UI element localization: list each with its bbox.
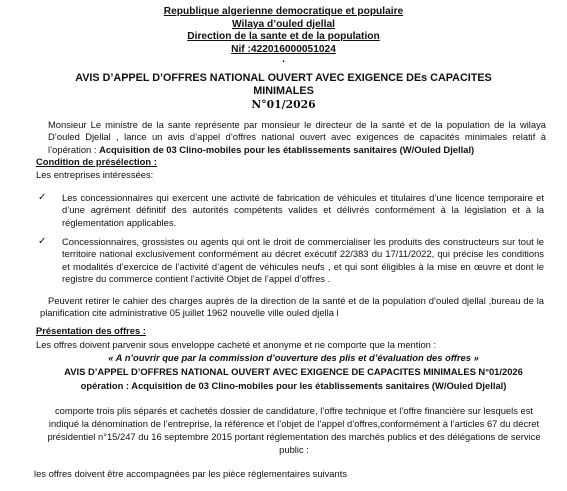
presentation-text: Les offres doivent parvenir sous enveloppe cacheté et anonyme et ne comporte que la mention : [36, 339, 437, 350]
notice-number: N°01/2026 [251, 98, 316, 111]
document-header [0, 6, 567, 66]
footer-line: les offres doivent être accompagnées par les pièce réglementaires suivants [34, 468, 348, 479]
preselection-item-2: Concessionnaires, grossistes ou agents qui ont le droit de commercialiser les produits des constructeurs sur tout le territoire national exclusivement conformément au décret exécutif 22/383 du 17/11/2022, qui précise les conditions et modalités d’exercice de l’activité d’agent de véhicules neufs , et qui sont éligibles à la mise en œuvre et dont le registre du commerce contient l’activité Objet de l’appel d’offres . [62, 236, 544, 285]
intro-operation: Acquisition de 03 Clino-mobiles pour les établissements sanitaires (W/Ouled Djellal) [99, 143, 475, 155]
republic-line: Republique algerienne democratique et populaire [163, 6, 404, 17]
presentation-avis: AVIS D’APPEL D’OFFRES NATIONAL OUVERT AVEC EXIGENCE DE CAPACITES MINIMALES N°01/2026 [64, 366, 523, 377]
nif-line: Nif :422016000051024 [231, 43, 336, 55]
title-line-1: AVIS D’APPEL D’OFFRES NATIONAL OUVERT AVEC EXIGENCE DEs CAPACITES [75, 72, 492, 84]
checkmark-icon: ✓ [38, 236, 47, 247]
mention-quote: « A n’ouvrir que par la commission d’ouverture des plis et d’évaluation des offres » [108, 352, 479, 363]
comporte-paragraph: comporte trois plis séparés et cachetés dossier de candidature, l’offre technique et l’offre financière sur lesquels est indiqué la dénomination de l’entreprise, la référence et l’objet de l’appel d’offres,conformément à l’articles 67 du décret présidentiel n°15/247 du 16 septembre 2015 portant réglementation des marchés publics et des délégations de service public : [47, 405, 541, 455]
header-dot: . [282, 54, 285, 66]
intro-paragraph [48, 119, 546, 156]
checkmark-icon: ✓ [38, 192, 47, 203]
intro-text: Monsieur Le ministre de la sante représente par monsieur le directeur de la santé et de la population de la wilaya D’ouled Djellal , lance un avis d’appel d’offres national ouvert avec exigences de capacités minimales relatif à l’opération : [48, 119, 546, 155]
list-item [38, 236, 544, 286]
preselection-item-1: Les concessionnaires qui exercent une activité de fabrication de véhicules et titulaires d’une licence temporaire et d’une agrément définitif des autorités compétents valides et délivrés conformément à la législation et à la réglementation applicables. [62, 192, 544, 228]
wilaya-line: Wilaya d’ouled djellal [232, 18, 335, 30]
cahier-paragraph: Peuvent retirer le cahier des charges auprès de la direction de la santé et de la population d’ouled djellal ,bureau de la planification cite administrative 05 juillet 1962 nouvelle ville ouled djella l [40, 295, 544, 319]
presentation-heading: Présentation des offres : [36, 325, 146, 336]
notice-title [40, 72, 527, 112]
direction-line: Direction de la sante et de la population [187, 31, 380, 43]
preselection-intro: Les entreprises intéressées: [36, 169, 154, 180]
presentation-operation: opération : Acquisition de 03 Clino-mobiles pour les établissements sanitaires (W/Ouled Djellal) [80, 380, 507, 391]
list-item [38, 192, 544, 229]
title-line-2: MINIMALES [253, 85, 314, 97]
preselection-heading: Condition de présélection : [36, 156, 157, 167]
